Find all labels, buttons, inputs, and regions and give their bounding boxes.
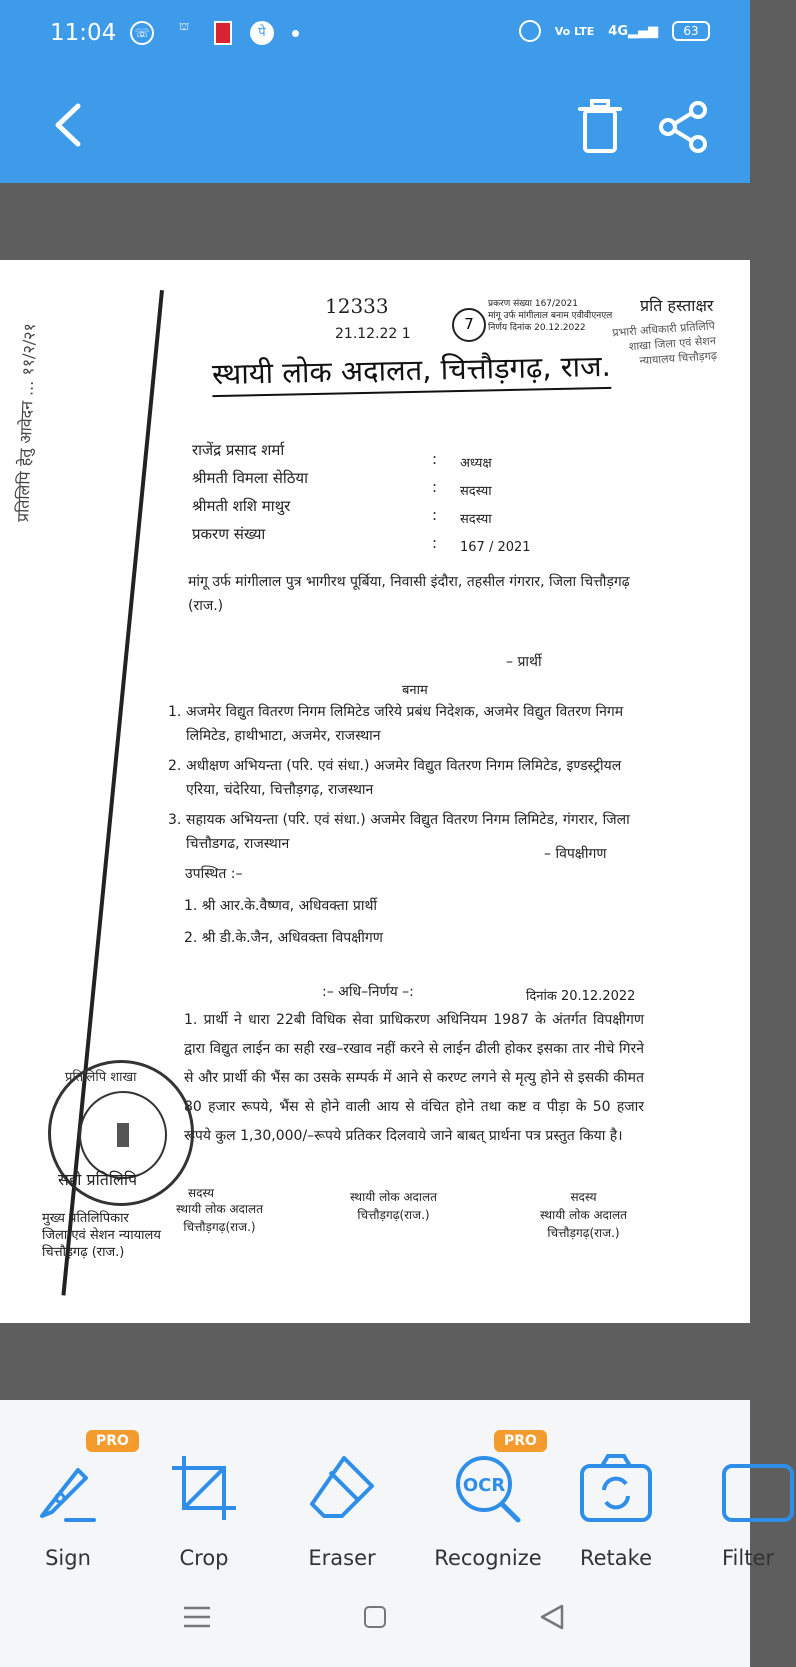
ocr-text: OCR: [462, 1475, 506, 1496]
crop-icon: [166, 1450, 242, 1526]
member-role: सदस्या: [460, 512, 492, 527]
sahi-pratilipi: सही प्रतिलिपि: [58, 1170, 138, 1189]
list-item: [168, 700, 648, 748]
tool-filter[interactable]: [690, 1450, 775, 1570]
item-number: 2.: [168, 758, 182, 774]
handwritten-number: 12333: [325, 294, 389, 318]
item-text: सहायक अभियन्ता (परि. एवं संधा.) अजमेर विद्युत वितरण निगम लिमिटेड, गंगरार, जिला चित्तौडगढ, राजस्थान: [186, 812, 630, 852]
signature-middle: [350, 1188, 437, 1224]
book-icon: [214, 21, 232, 45]
hand-date: 21.12.22: [335, 326, 398, 342]
upasthit-label: उपस्थित :–: [185, 866, 243, 882]
back-icon[interactable]: [48, 100, 88, 150]
stamp-right: प्रभारी अधिकारी प्रतिलिपि शाखा जिला एवं सेशन न्यायालय चित्तौड़गढ़: [611, 319, 718, 368]
court-sig: स्थायी लोक अदालत: [540, 1208, 627, 1222]
tool-label: Retake: [579, 1546, 652, 1570]
ref-line: प्रकरण संख्या 167/2021: [488, 299, 578, 309]
member-name: राजेंद्र प्रसाद शर्मा: [192, 441, 285, 459]
respondents-list: [168, 700, 648, 862]
phonepe-icon: पे: [250, 21, 274, 45]
item-text: अधीक्षण अभियन्ता (परि. एवं संधा.) अजमेर विद्युत वितरण निगम लिमिटेड, इण्डस्ट्रीयल एरिया, चंदेरिया, चित्तौड़गढ़, राजस्थान: [186, 758, 622, 798]
item-number: 1.: [168, 704, 182, 720]
court-place: चित्तौड़गढ़(राज.): [547, 1226, 620, 1240]
share-icon[interactable]: [656, 100, 710, 154]
judgment-heading: :– अधि–निर्णय –:: [322, 984, 414, 1000]
advocates-list: [184, 890, 383, 954]
prati-hastakshar: प्रति हस्ताक्षर: [640, 296, 714, 315]
signature-right: [540, 1188, 627, 1242]
sadasya-label: सदस्य: [188, 1186, 215, 1200]
reference-block: [488, 298, 612, 334]
mukhya-line: चित्तौड़गढ़ (राज.): [42, 1245, 125, 1260]
member-name: प्रकरण संख्या: [192, 525, 266, 543]
scanned-document[interactable]: [0, 260, 750, 1323]
tool-label: Filter: [722, 1546, 775, 1570]
item-number: 3.: [168, 812, 182, 828]
dot-icon: [292, 30, 299, 37]
app-header: [0, 0, 750, 183]
handwritten-date: [335, 326, 411, 342]
member-name: श्रीमती शशि माथुर: [192, 497, 291, 515]
item-text: अजमेर विद्युत वितरण निगम लिमिटेड जरिये प्रबंध निदेशक, अजमेर विद्युत वितरण निगम लिमिटेड, हाथीभाटा, अजमेर, राजस्थान: [186, 704, 624, 744]
ocr-icon: [450, 1450, 526, 1526]
advocate: 2. श्री डी.के.जैन, अधिवक्ता विपक्षीगण: [184, 930, 383, 946]
seal-inner: [79, 1091, 167, 1179]
mukhya-pratilipikar: [42, 1210, 161, 1261]
tool-label: Crop: [179, 1546, 229, 1570]
side-note: प्रतिलिपि हेतु आवेदन ... ११/२/२१: [13, 322, 40, 523]
sadasya-right: सदस्य: [570, 1190, 597, 1204]
colon-column: : : : :: [432, 450, 438, 552]
notification-icons: [130, 20, 299, 46]
battery-icon: 63: [672, 21, 710, 41]
status-bar: [0, 0, 750, 70]
court-title: स्थायी लोक अदालत, चित्तौड़गढ़, राज.: [212, 346, 612, 397]
member-role: 167 / 2021: [460, 540, 531, 555]
applicant: मांगू उर्फ मांगीलाल पुत्र भागीरथ पूर्बिया, निवासी इंदौरा, तहसील गंगरार, जिला चित्तौड़गढ़ (राज.): [188, 574, 630, 614]
filter-icon: [720, 1450, 796, 1526]
menu-icon[interactable]: [184, 1606, 210, 1628]
list-item: [168, 754, 648, 802]
tool-label: Recognize: [434, 1546, 542, 1570]
tool-recognize[interactable]: [418, 1450, 558, 1570]
prarthi-label: – प्रार्थी: [506, 654, 542, 670]
pro-badge: PRO: [494, 1430, 547, 1452]
advocate: 1. श्री आर.के.वैष्णव, अधिवक्ता प्रार्थी: [184, 898, 378, 914]
court-place: चित्तौड़गढ़(राज.): [357, 1208, 430, 1222]
ref-line: निर्णय दिनांक 20.12.2022: [488, 323, 586, 333]
vipakshigan-label: – विपक्षीगण: [544, 846, 607, 862]
banaam-label: बनाम: [402, 683, 428, 698]
court-sig: स्थायी लोक अदालत: [350, 1190, 437, 1204]
roles-list: [460, 450, 531, 562]
circled-number: 7: [452, 308, 486, 342]
seal-text: प्रतिलिपि शाखा: [65, 1070, 137, 1085]
retake-camera-icon: [578, 1450, 654, 1526]
hand-sub: 1: [401, 326, 411, 342]
home-icon[interactable]: [364, 1606, 386, 1628]
judgment-paragraph: 1. प्रार्थी ने धारा 22बी विधिक सेवा प्राधिकरण अधिनियम 1987 के अंतर्गत विपक्षीगण द्वारा विद्युत लाईन का सही रख–रखाव नहीं करने से लाईन ढीली होकर इसका तार नीचे गिरने से और प्रार्थी की भैंस का उसके सम्पर्क में आने से करण्ट लगने से मृत्यु होने से इसकी कीमत 80 हजार रूपये, भैंस से होने वाली आय से वंचित होने तथा कष्ट व पीड़ा के 50 हजार रूपये कुल 1,30,000/–रूपये प्रतिकर दिलवाये जाने बाबत् प्रार्थना पत्र प्रस्तुत किया है।: [184, 1012, 644, 1144]
tool-crop[interactable]: [144, 1450, 264, 1570]
tool-label: Sign: [45, 1546, 91, 1570]
mukhya-line: जिला एवं सेशन न्यायालय: [42, 1228, 161, 1243]
sign-pen-icon: [30, 1450, 106, 1526]
delete-icon[interactable]: [578, 98, 622, 154]
mukhya-line: मुख्य प्रतिलिपिकार: [42, 1211, 129, 1226]
court-place: चित्तौड़गढ़(राज.): [183, 1220, 256, 1234]
judgment-date: दिनांक 20.12.2022: [526, 989, 636, 1004]
signature-left: [176, 1200, 263, 1236]
member-name: श्रीमती विमला सेठिया: [192, 469, 309, 487]
whatsapp-icon: ☏: [130, 21, 154, 45]
member-role: सदस्या: [460, 484, 492, 499]
tool-sign[interactable]: [8, 1450, 128, 1570]
tool-label: Eraser: [308, 1546, 376, 1570]
court-sig: स्थायी लोक अदालत: [176, 1202, 263, 1216]
member-role: अध्यक्ष: [460, 456, 492, 471]
members-list: [192, 436, 308, 548]
alarm-icon: [519, 20, 541, 42]
status-time: 11:04: [50, 20, 117, 46]
ref-line: मांगू उर्फ मांगीलाल बनाम एवीवीएनएल: [488, 311, 613, 321]
signal-icon: 4G▂▄▆: [608, 23, 658, 39]
tool-retake[interactable]: [556, 1450, 676, 1570]
volte-label: Vo LTE: [554, 24, 595, 38]
network-label: 4G: [608, 23, 628, 39]
tool-eraser[interactable]: [282, 1450, 402, 1570]
pro-badge: PRO: [86, 1430, 139, 1452]
bank-app-icon: ⛫: [178, 20, 190, 33]
eraser-icon: [304, 1450, 380, 1526]
system-icons: [519, 20, 710, 42]
back-nav-icon[interactable]: [540, 1604, 564, 1630]
emblem-icon: [117, 1123, 129, 1147]
